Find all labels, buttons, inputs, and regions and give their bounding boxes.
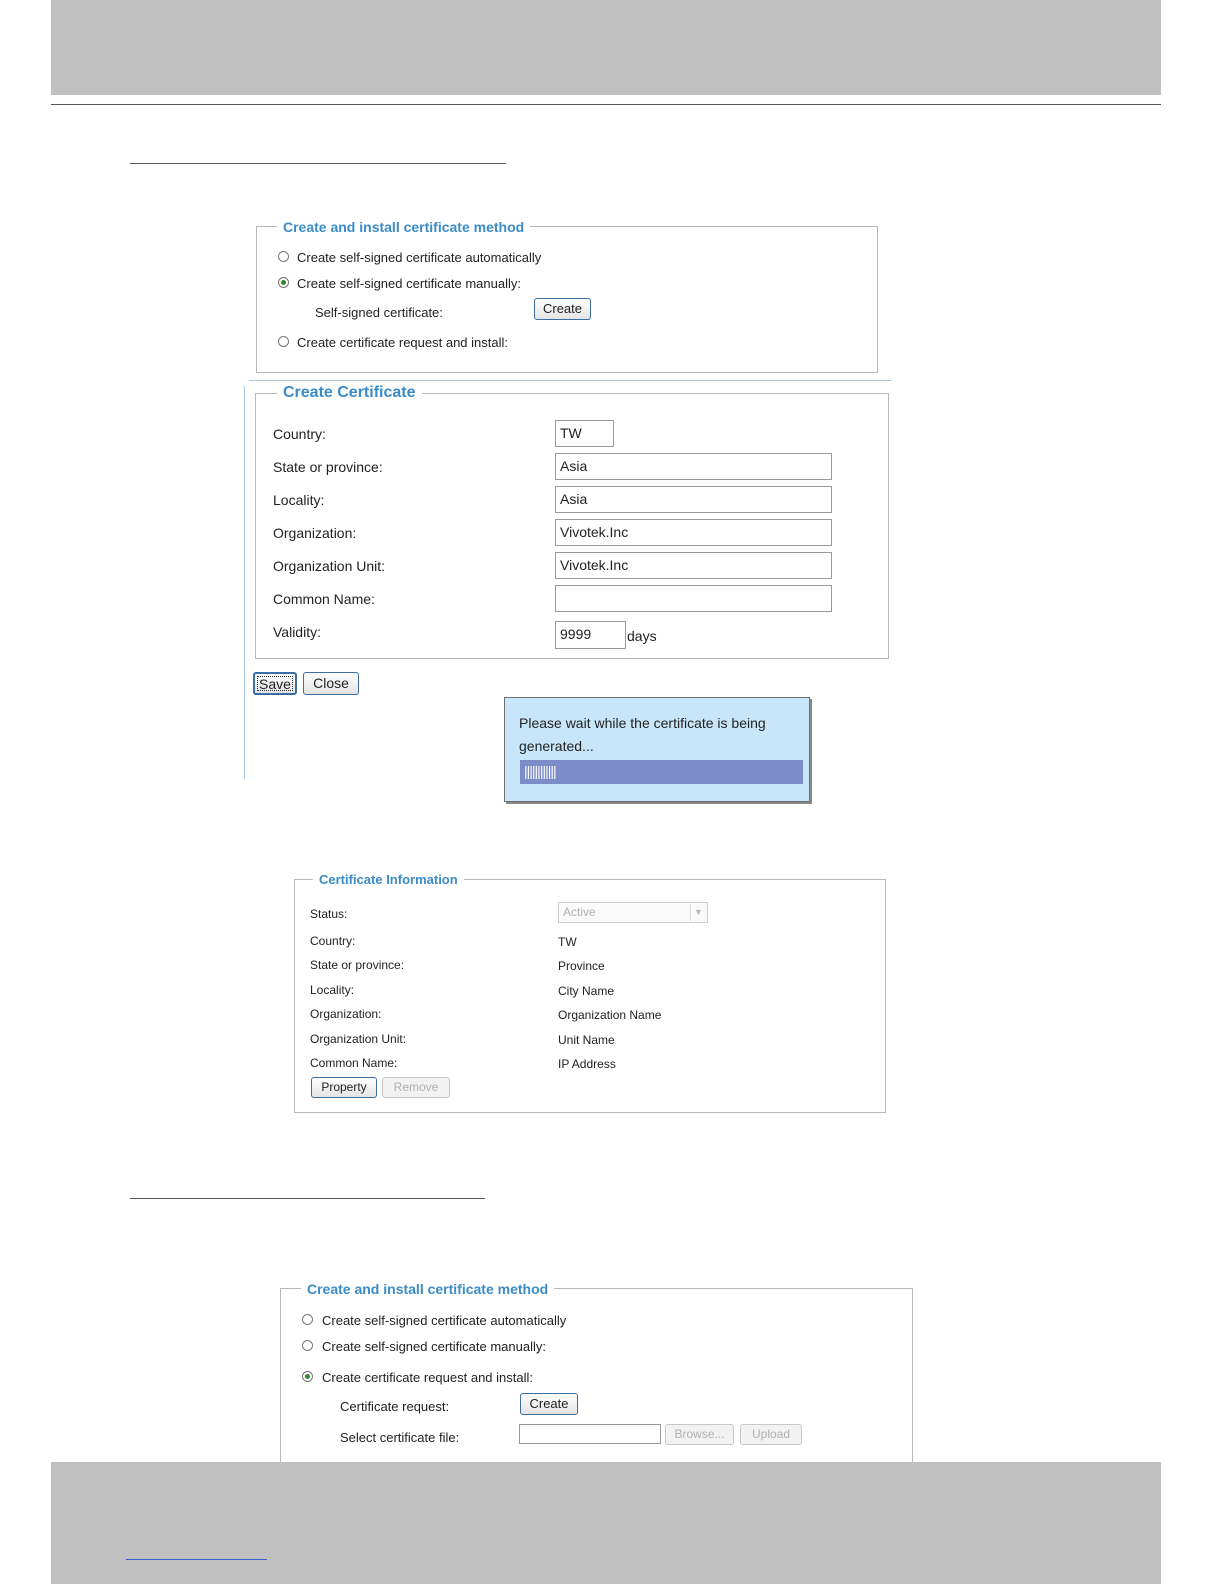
footer-link-underline[interactable]: [126, 1559, 267, 1560]
common-name-input[interactable]: [555, 585, 832, 612]
info-organization-unit-value: Unit Name: [558, 1033, 615, 1047]
radio-manual-1[interactable]: [278, 277, 289, 288]
organization-label: Organization:: [273, 525, 357, 541]
radio-request-label-1: Create certificate request and install:: [297, 335, 508, 350]
remove-button[interactable]: Remove: [382, 1077, 450, 1098]
radio-auto-label-1: Create self-signed certificate automatically: [297, 250, 542, 265]
info-organization-label: Organization:: [310, 1007, 382, 1021]
property-button[interactable]: Property: [311, 1077, 377, 1098]
info-common-name-label: Common Name:: [310, 1056, 398, 1070]
method-legend-1: Create and install certificate method: [277, 219, 530, 235]
close-button[interactable]: Close: [303, 672, 359, 695]
progress-bar: [520, 760, 803, 784]
section-rule-2: [130, 1198, 485, 1199]
validity-input[interactable]: 9999: [555, 621, 626, 649]
status-select: [558, 902, 708, 923]
radio-manual-2[interactable]: [302, 1340, 313, 1351]
radio-request-1[interactable]: [278, 336, 289, 347]
locality-label: Locality:: [273, 492, 325, 508]
info-organization-value: Organization Name: [558, 1008, 662, 1022]
status-label: Status:: [310, 907, 348, 921]
chevron-down-icon: ▼: [690, 904, 706, 921]
info-locality-label: Locality:: [310, 983, 355, 997]
certificate-info-legend: Certificate Information: [313, 872, 464, 887]
method-legend-2: Create and install certificate method: [301, 1281, 554, 1297]
section-rule-1: [130, 163, 506, 164]
organization-unit-label: Organization Unit:: [273, 558, 386, 574]
locality-input[interactable]: Asia: [555, 486, 832, 513]
state-label: State or province:: [273, 459, 383, 475]
common-name-label: Common Name:: [273, 591, 375, 607]
create-certificate-legend: Create Certificate: [277, 384, 422, 402]
info-organization-unit-label: Organization Unit:: [310, 1032, 407, 1046]
browse-button[interactable]: Browse...: [665, 1424, 734, 1445]
create-request-button[interactable]: Create: [520, 1393, 578, 1415]
radio-auto-label-2: Create self-signed certificate automatically: [322, 1313, 567, 1328]
organization-input[interactable]: Vivotek.Inc: [555, 519, 832, 546]
self-signed-label: Self-signed certificate:: [315, 305, 443, 320]
radio-request-label-2: Create certificate request and install:: [322, 1370, 533, 1385]
certificate-request-label: Certificate request:: [340, 1399, 450, 1414]
country-label: Country:: [273, 426, 326, 442]
state-input[interactable]: Asia: [555, 453, 832, 480]
validity-label: Validity:: [273, 624, 321, 640]
country-input[interactable]: TW: [555, 420, 614, 447]
popup-top-border: [249, 380, 891, 381]
info-country-value: TW: [558, 935, 577, 949]
validity-unit: days: [627, 628, 657, 644]
info-common-name-value: IP Address: [558, 1057, 616, 1071]
radio-auto-2[interactable]: [302, 1314, 313, 1325]
info-locality-value: City Name: [558, 984, 615, 998]
info-state-label: State or province:: [310, 958, 405, 972]
progress-ticks: ||||||||||||: [524, 763, 556, 779]
radio-manual-label-2: Create self-signed certificate manually:: [322, 1339, 546, 1354]
footer-band: [51, 1462, 1161, 1584]
save-button[interactable]: Save: [253, 672, 297, 695]
header-band: [51, 0, 1161, 95]
header-rule: [51, 104, 1161, 105]
organization-unit-input[interactable]: Vivotek.Inc: [555, 552, 832, 579]
radio-manual-label-1: Create self-signed certificate manually:: [297, 276, 521, 291]
upload-button[interactable]: Upload: [740, 1424, 802, 1445]
radio-auto-1[interactable]: [278, 251, 289, 262]
info-state-value: Province: [558, 959, 605, 973]
create-self-signed-button[interactable]: Create: [534, 298, 591, 320]
wait-message: Please wait while the certificate is being generated...: [519, 715, 766, 754]
select-file-label: Select certificate file:: [340, 1430, 460, 1445]
certificate-file-input[interactable]: [519, 1424, 661, 1444]
radio-request-2[interactable]: [302, 1371, 313, 1382]
info-country-label: Country:: [310, 934, 356, 948]
popup-left-border: [244, 386, 245, 779]
status-select-value: Active: [563, 905, 596, 919]
